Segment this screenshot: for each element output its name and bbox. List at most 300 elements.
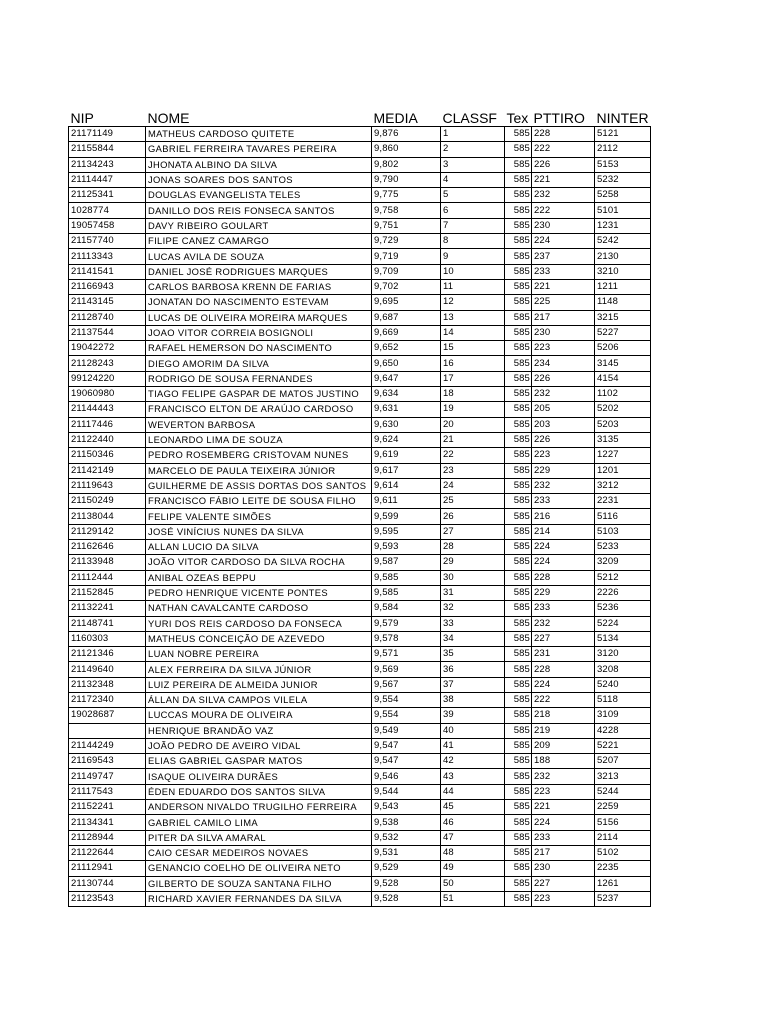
table-row (69, 555, 651, 570)
tex-cell: 585 (505, 127, 532, 142)
nip-cell: 1160303 (69, 631, 146, 646)
media-cell: 9,802 (372, 157, 441, 172)
table-row (69, 647, 651, 662)
classf-cell: 28 (441, 540, 505, 555)
nip-cell: 21113343 (69, 249, 146, 264)
table-row (69, 601, 651, 616)
media-cell: 9,585 (372, 570, 441, 585)
ninter-cell: 5102 (595, 845, 651, 860)
media-cell: 9,751 (372, 218, 441, 233)
tex-cell: 585 (505, 188, 532, 203)
media-cell: 9,585 (372, 585, 441, 600)
media-cell: 9,687 (372, 310, 441, 325)
tex-cell: 585 (505, 478, 532, 493)
media-cell: 9,595 (372, 524, 441, 539)
ninter-cell: 1102 (595, 387, 651, 402)
table-row (69, 494, 651, 509)
media-cell: 9,652 (372, 341, 441, 356)
table-row (69, 616, 651, 631)
pttiro-cell: 228 (532, 570, 595, 585)
ninter-cell: 5153 (595, 157, 651, 172)
tex-cell: 585 (505, 738, 532, 753)
nome-cell: PEDRO HENRIQUE VICENTE PONTES (146, 585, 372, 600)
nome-cell: MARCELO DE PAULA TEIXEIRA JÚNIOR (146, 463, 372, 478)
pttiro-cell: 223 (532, 448, 595, 463)
table-row (69, 631, 651, 646)
classf-cell: 14 (441, 325, 505, 340)
ninter-cell: 4228 (595, 723, 651, 738)
table-row (69, 478, 651, 493)
pttiro-cell: 230 (532, 218, 595, 233)
classf-cell: 13 (441, 310, 505, 325)
nip-cell: 21162646 (69, 540, 146, 555)
media-cell: 9,571 (372, 647, 441, 662)
nome-cell: ANDERSON NIVALDO TRUGILHO FERREIRA (146, 800, 372, 815)
tex-cell: 585 (505, 677, 532, 692)
pttiro-cell: 217 (532, 845, 595, 860)
table-row (69, 784, 651, 799)
nip-cell: 21112444 (69, 570, 146, 585)
nome-cell: JOÃO PEDRO DE AVEIRO VIDAL (146, 738, 372, 753)
ninter-cell: 2226 (595, 585, 651, 600)
pttiro-cell: 221 (532, 800, 595, 815)
classf-cell: 41 (441, 738, 505, 753)
pttiro-cell: 226 (532, 371, 595, 386)
media-cell: 9,554 (372, 708, 441, 723)
classf-cell: 11 (441, 279, 505, 294)
classf-cell: 30 (441, 570, 505, 585)
nip-cell: 21122644 (69, 845, 146, 860)
classf-cell: 23 (441, 463, 505, 478)
ninter-cell: 2130 (595, 249, 651, 264)
nip-cell: 21121346 (69, 647, 146, 662)
pttiro-cell: 232 (532, 478, 595, 493)
media-cell: 9,532 (372, 830, 441, 845)
table-row (69, 249, 651, 264)
tex-cell: 585 (505, 616, 532, 631)
media-cell: 9,634 (372, 387, 441, 402)
table-row (69, 570, 651, 585)
ninter-cell: 5244 (595, 784, 651, 799)
table-row (69, 830, 651, 845)
ninter-cell: 2231 (595, 494, 651, 509)
classf-cell: 33 (441, 616, 505, 631)
ninter-cell: 1148 (595, 295, 651, 310)
classf-cell: 6 (441, 203, 505, 218)
classf-cell: 10 (441, 264, 505, 279)
ninter-cell: 1227 (595, 448, 651, 463)
ninter-cell: 5203 (595, 417, 651, 432)
tex-cell: 585 (505, 432, 532, 447)
tex-cell: 585 (505, 861, 532, 876)
classf-cell: 20 (441, 417, 505, 432)
classf-cell: 12 (441, 295, 505, 310)
ninter-cell: 5233 (595, 540, 651, 555)
table-row (69, 723, 651, 738)
table-row (69, 356, 651, 371)
nome-cell: GABRIEL FERREIRA TAVARES PEREIRA (146, 142, 372, 157)
table-row (69, 800, 651, 815)
classf-cell: 42 (441, 754, 505, 769)
classf-cell: 32 (441, 601, 505, 616)
classf-cell: 43 (441, 769, 505, 784)
nip-cell: 21114447 (69, 172, 146, 187)
nip-cell: 21119643 (69, 478, 146, 493)
table-row (69, 677, 651, 692)
tex-cell: 585 (505, 769, 532, 784)
classf-cell: 29 (441, 555, 505, 570)
nome-cell: DAVY RIBEIRO GOULART (146, 218, 372, 233)
media-cell: 9,617 (372, 463, 441, 478)
pttiro-cell: 209 (532, 738, 595, 753)
ninter-cell: 5240 (595, 677, 651, 692)
nome-cell: MATHEUS CARDOSO QUITETE (146, 127, 372, 142)
header-classf: CLASSF (442, 110, 497, 126)
nip-cell: 21137544 (69, 325, 146, 340)
classf-cell: 50 (441, 876, 505, 891)
table-row (69, 295, 651, 310)
media-cell: 9,619 (372, 448, 441, 463)
pttiro-cell: 216 (532, 509, 595, 524)
nip-cell: 99124220 (69, 371, 146, 386)
tex-cell: 585 (505, 876, 532, 891)
pttiro-cell: 223 (532, 891, 595, 906)
tex-cell: 585 (505, 264, 532, 279)
table-row (69, 448, 651, 463)
tex-cell: 585 (505, 203, 532, 218)
nip-cell: 21144443 (69, 402, 146, 417)
nip-cell: 21132241 (69, 601, 146, 616)
classf-cell: 22 (441, 448, 505, 463)
nome-cell: LUCAS DE OLIVEIRA MOREIRA MARQUES (146, 310, 372, 325)
table-body (69, 127, 651, 907)
nome-cell: JONATAN DO NASCIMENTO ESTEVAM (146, 295, 372, 310)
pttiro-cell: 229 (532, 585, 595, 600)
pttiro-cell: 221 (532, 279, 595, 294)
nome-cell: CARLOS BARBOSA KRENN DE FARIAS (146, 279, 372, 294)
classf-cell: 7 (441, 218, 505, 233)
table-row (69, 509, 651, 524)
pttiro-cell: 227 (532, 876, 595, 891)
pttiro-cell: 233 (532, 601, 595, 616)
nome-cell: ISAQUE OLIVEIRA DURÃES (146, 769, 372, 784)
header-nome: NOME (147, 110, 190, 126)
nome-cell: JOÃO VITOR CARDOSO DA SILVA ROCHA (146, 555, 372, 570)
pttiro-cell: 222 (532, 142, 595, 157)
tex-cell: 585 (505, 494, 532, 509)
table-row (69, 861, 651, 876)
pttiro-cell: 224 (532, 540, 595, 555)
header-row (69, 110, 651, 127)
nome-cell: CAIO CESAR MEDEIROS NOVAES (146, 845, 372, 860)
pttiro-cell: 227 (532, 631, 595, 646)
nip-cell: 21150346 (69, 448, 146, 463)
media-cell: 9,876 (372, 127, 441, 142)
media-cell: 9,599 (372, 509, 441, 524)
classf-cell: 44 (441, 784, 505, 799)
tex-cell: 585 (505, 295, 532, 310)
classf-cell: 25 (441, 494, 505, 509)
header-media: MEDIA (373, 110, 418, 126)
ninter-cell: 3209 (595, 555, 651, 570)
media-cell: 9,547 (372, 754, 441, 769)
pttiro-cell: 224 (532, 555, 595, 570)
media-cell: 9,549 (372, 723, 441, 738)
pttiro-cell: 230 (532, 861, 595, 876)
header-nip: NIP (70, 110, 94, 126)
ninter-cell: 5236 (595, 601, 651, 616)
ninter-cell: 3145 (595, 356, 651, 371)
tex-cell: 585 (505, 402, 532, 417)
ninter-cell: 2112 (595, 142, 651, 157)
nome-cell: DIEGO AMORIM DA SILVA (146, 356, 372, 371)
media-cell: 9,758 (372, 203, 441, 218)
nome-cell: FRANCISCO ELTON DE ARAÚJO CARDOSO (146, 402, 372, 417)
nip-cell: 19042272 (69, 341, 146, 356)
table-row (69, 463, 651, 478)
pttiro-cell: 223 (532, 341, 595, 356)
nip-cell: 19060980 (69, 387, 146, 402)
pttiro-cell: 230 (532, 325, 595, 340)
nip-cell: 21152241 (69, 800, 146, 815)
tex-cell: 585 (505, 325, 532, 340)
tex-cell: 585 (505, 387, 532, 402)
nip-cell: 21134341 (69, 815, 146, 830)
table-row (69, 738, 651, 753)
table-row (69, 708, 651, 723)
nome-cell: GENANCIO COELHO DE OLIVEIRA NETO (146, 861, 372, 876)
nome-cell: LUIZ PEREIRA DE ALMEIDA JUNIOR (146, 677, 372, 692)
ninter-cell: 3109 (595, 708, 651, 723)
classf-cell: 18 (441, 387, 505, 402)
pttiro-cell: 214 (532, 524, 595, 539)
spreadsheet (68, 110, 650, 907)
tex-cell: 585 (505, 830, 532, 845)
nip-cell: 21132348 (69, 677, 146, 692)
table-row (69, 754, 651, 769)
pttiro-cell: 217 (532, 310, 595, 325)
classf-cell: 21 (441, 432, 505, 447)
ninter-cell: 3208 (595, 662, 651, 677)
pttiro-cell: 205 (532, 402, 595, 417)
table-row (69, 127, 651, 142)
pttiro-cell: 224 (532, 677, 595, 692)
classf-cell: 16 (441, 356, 505, 371)
classf-cell: 51 (441, 891, 505, 906)
media-cell: 9,624 (372, 432, 441, 447)
nome-cell: JOAO VITOR CORREIA BOSIGNOLI (146, 325, 372, 340)
nome-cell: GABRIEL CAMILO LIMA (146, 815, 372, 830)
table-row (69, 815, 651, 830)
nome-cell: JOSÉ VINÍCIUS NUNES DA SILVA (146, 524, 372, 539)
ninter-cell: 1201 (595, 463, 651, 478)
ninter-cell: 5242 (595, 234, 651, 249)
nome-cell: LUAN NOBRE PEREIRA (146, 647, 372, 662)
table-row (69, 692, 651, 707)
tex-cell: 585 (505, 524, 532, 539)
pttiro-cell: 223 (532, 784, 595, 799)
pttiro-cell: 203 (532, 417, 595, 432)
classf-cell: 45 (441, 800, 505, 815)
ninter-cell: 5118 (595, 692, 651, 707)
pttiro-cell: 225 (532, 295, 595, 310)
ninter-cell: 5202 (595, 402, 651, 417)
nip-cell: 21157740 (69, 234, 146, 249)
results-table (68, 110, 651, 907)
table-row (69, 769, 651, 784)
tex-cell: 585 (505, 417, 532, 432)
ninter-cell: 1211 (595, 279, 651, 294)
nip-cell: 21155844 (69, 142, 146, 157)
tex-cell: 585 (505, 310, 532, 325)
nome-cell: ANIBAL OZEAS BEPPU (146, 570, 372, 585)
tex-cell: 585 (505, 341, 532, 356)
ninter-cell: 1261 (595, 876, 651, 891)
pttiro-cell: 228 (532, 662, 595, 677)
pttiro-cell: 233 (532, 830, 595, 845)
nome-cell: RODRIGO DE SOUSA FERNANDES (146, 371, 372, 386)
classf-cell: 47 (441, 830, 505, 845)
table-row (69, 325, 651, 340)
classf-cell: 35 (441, 647, 505, 662)
tex-cell: 585 (505, 708, 532, 723)
nome-cell: DANIEL JOSÉ RODRIGUES MARQUES (146, 264, 372, 279)
tex-cell: 585 (505, 555, 532, 570)
nip-cell: 21141541 (69, 264, 146, 279)
tex-cell: 585 (505, 585, 532, 600)
pttiro-cell: 226 (532, 157, 595, 172)
classf-cell: 9 (441, 249, 505, 264)
table-row (69, 310, 651, 325)
tex-cell: 585 (505, 371, 532, 386)
tex-cell: 585 (505, 784, 532, 799)
table-row (69, 402, 651, 417)
nip-cell: 21128740 (69, 310, 146, 325)
nip-cell: 21138044 (69, 509, 146, 524)
pttiro-cell: 226 (532, 432, 595, 447)
classf-cell: 48 (441, 845, 505, 860)
media-cell: 9,528 (372, 876, 441, 891)
ninter-cell: 5212 (595, 570, 651, 585)
ninter-cell: 5206 (595, 341, 651, 356)
nip-cell: 21134243 (69, 157, 146, 172)
classf-cell: 2 (441, 142, 505, 157)
ninter-cell: 2235 (595, 861, 651, 876)
tex-cell: 585 (505, 234, 532, 249)
ninter-cell: 3120 (595, 647, 651, 662)
pttiro-cell: 219 (532, 723, 595, 738)
media-cell: 9,650 (372, 356, 441, 371)
media-cell: 9,860 (372, 142, 441, 157)
tex-cell: 585 (505, 723, 532, 738)
tex-cell: 585 (505, 570, 532, 585)
ninter-cell: 5103 (595, 524, 651, 539)
nip-cell: 21149640 (69, 662, 146, 677)
table-row (69, 876, 651, 891)
pttiro-cell: 224 (532, 234, 595, 249)
tex-cell: 585 (505, 800, 532, 815)
media-cell: 9,709 (372, 264, 441, 279)
ninter-cell: 3215 (595, 310, 651, 325)
pttiro-cell: 222 (532, 692, 595, 707)
classf-cell: 24 (441, 478, 505, 493)
media-cell: 9,702 (372, 279, 441, 294)
pttiro-cell: 232 (532, 188, 595, 203)
ninter-cell: 5134 (595, 631, 651, 646)
header-tex: Tex (506, 110, 529, 126)
table-row (69, 540, 651, 555)
pttiro-cell: 231 (532, 647, 595, 662)
ninter-cell: 5237 (595, 891, 651, 906)
pttiro-cell: 232 (532, 387, 595, 402)
classf-cell: 1 (441, 127, 505, 142)
table-row (69, 845, 651, 860)
nome-cell: MATHEUS CONCEIÇÃO DE AZEVEDO (146, 631, 372, 646)
nome-cell: FRANCISCO FÁBIO LEITE DE SOUSA FILHO (146, 494, 372, 509)
nome-cell: LUCAS AVILA DE SOUZA (146, 249, 372, 264)
table-row (69, 524, 651, 539)
header-ninter: NINTER (596, 110, 649, 126)
classf-cell: 3 (441, 157, 505, 172)
nome-cell: WEVERTON BARBOSA (146, 417, 372, 432)
ninter-cell: 5101 (595, 203, 651, 218)
table-row (69, 371, 651, 386)
nome-cell: LUCCAS MOURA DE OLIVEIRA (146, 708, 372, 723)
media-cell: 9,631 (372, 402, 441, 417)
nome-cell: PEDRO ROSEMBERG CRISTOVAM NUNES (146, 448, 372, 463)
nip-cell: 21123543 (69, 891, 146, 906)
classf-cell: 31 (441, 585, 505, 600)
nip-cell: 21166943 (69, 279, 146, 294)
nip-cell: 21142149 (69, 463, 146, 478)
table-row (69, 891, 651, 906)
nip-cell: 21125341 (69, 188, 146, 203)
nip-cell: 21149747 (69, 769, 146, 784)
nip-cell: 21169543 (69, 754, 146, 769)
ninter-cell: 5224 (595, 616, 651, 631)
media-cell: 9,538 (372, 815, 441, 830)
nip-cell: 21148741 (69, 616, 146, 631)
classf-cell: 40 (441, 723, 505, 738)
media-cell: 9,567 (372, 677, 441, 692)
tex-cell: 585 (505, 218, 532, 233)
pttiro-cell: 234 (532, 356, 595, 371)
classf-cell: 39 (441, 708, 505, 723)
ninter-cell: 5207 (595, 754, 651, 769)
media-cell: 9,775 (372, 188, 441, 203)
media-cell: 9,614 (372, 478, 441, 493)
nome-cell: ALLAN LUCIO DA SILVA (146, 540, 372, 555)
nome-cell: TIAGO FELIPE GASPAR DE MATOS JUSTINO (146, 387, 372, 402)
ninter-cell: 5121 (595, 127, 651, 142)
tex-cell: 585 (505, 601, 532, 616)
nip-cell: 21152845 (69, 585, 146, 600)
table-row (69, 279, 651, 294)
classf-cell: 17 (441, 371, 505, 386)
nip-cell: 21117446 (69, 417, 146, 432)
classf-cell: 5 (441, 188, 505, 203)
media-cell: 9,546 (372, 769, 441, 784)
nome-cell: GUILHERME DE ASSIS DORTAS DOS SANTOS (146, 478, 372, 493)
pttiro-cell: 233 (532, 494, 595, 509)
media-cell: 9,695 (372, 295, 441, 310)
tex-cell: 585 (505, 463, 532, 478)
tex-cell: 585 (505, 845, 532, 860)
ninter-cell: 3213 (595, 769, 651, 784)
media-cell: 9,543 (372, 800, 441, 815)
media-cell: 9,719 (372, 249, 441, 264)
table-row (69, 142, 651, 157)
